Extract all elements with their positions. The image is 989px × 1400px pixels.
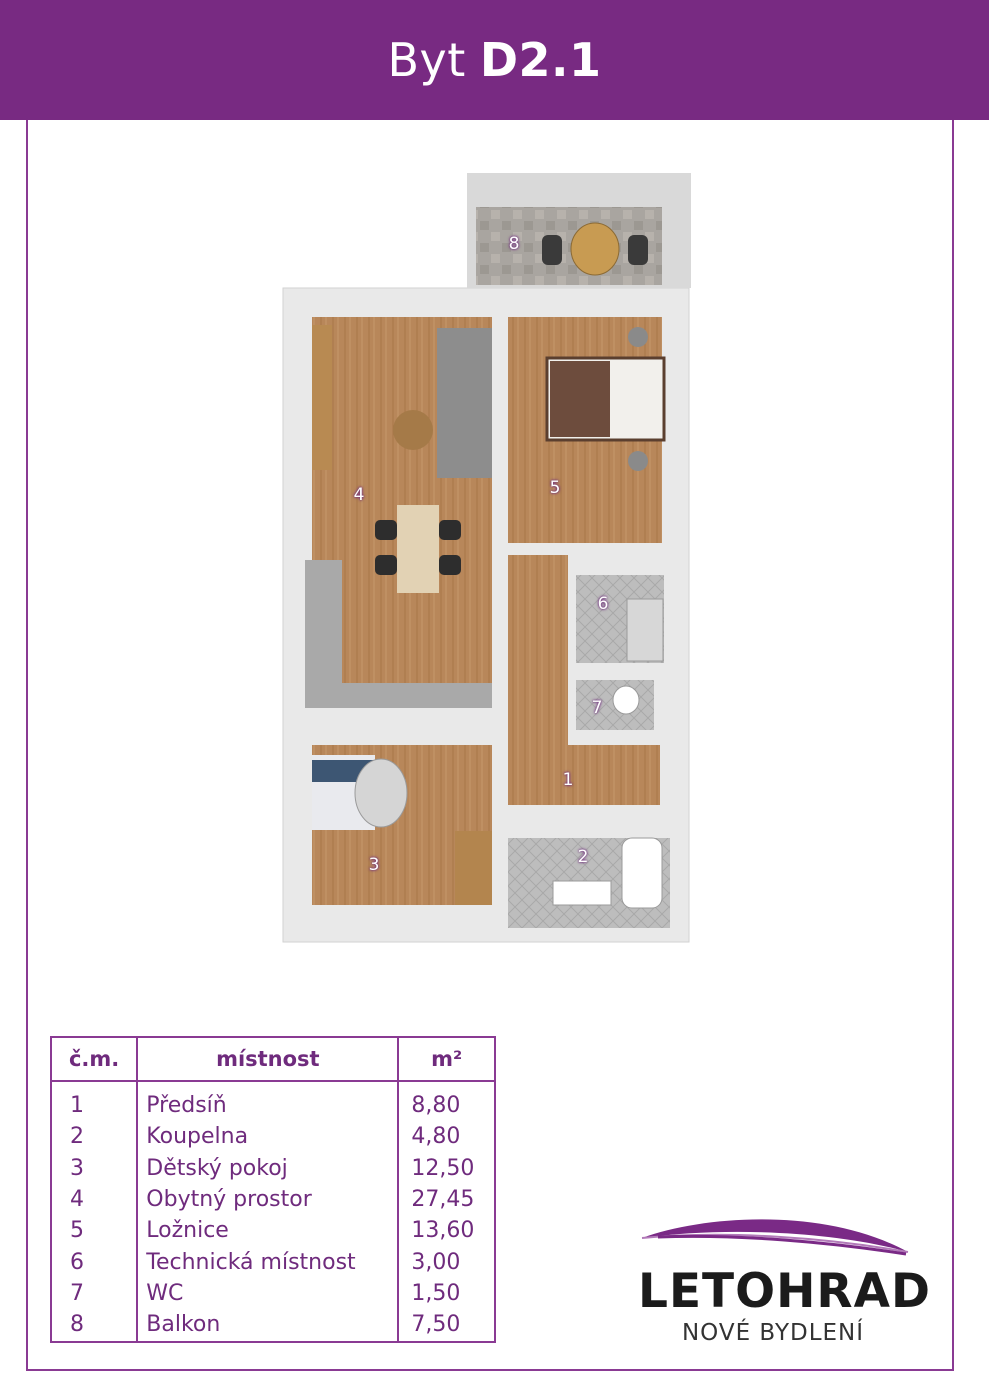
room-name-cell: Technická místnost [137, 1247, 398, 1278]
room-area-cell: 8,80 [398, 1081, 495, 1122]
room-name-cell: Ložnice [137, 1216, 398, 1247]
washing-machine [627, 599, 663, 661]
room-name-cell: WC [137, 1278, 398, 1309]
room-area-cell: 1,50 [398, 1278, 495, 1309]
room-number-cell: 3 [51, 1153, 137, 1184]
dining-chair [439, 555, 461, 575]
tv-cabinet [312, 325, 332, 470]
table-row [51, 1184, 495, 1215]
room-number-1: 1 [562, 770, 574, 790]
logo-swoosh-icon [638, 1212, 918, 1272]
table-row [51, 1247, 495, 1278]
room-number-cell: 2 [51, 1122, 137, 1153]
column-header-room: místnost [137, 1037, 398, 1081]
dining-chair [375, 520, 397, 540]
logo-tagline: NOVÉ BYDLENÍ [681, 1320, 865, 1346]
room-area-cell: 3,00 [398, 1247, 495, 1278]
floor-plan-drawing [270, 165, 700, 955]
room-number-cell: 1 [51, 1081, 137, 1122]
room-name-cell: Dětský pokoj [137, 1153, 398, 1184]
page-header [0, 0, 989, 120]
logo-brand-name: LETOHRAD [638, 1264, 931, 1319]
table-row [51, 1081, 495, 1122]
room-name-cell: Obytný prostor [137, 1184, 398, 1215]
dining-chair [439, 520, 461, 540]
table-row [51, 1153, 495, 1184]
balcony-chair [542, 235, 562, 265]
header-prefix: Byt [387, 33, 466, 87]
sofa [437, 328, 492, 478]
room-number-cell: 7 [51, 1278, 137, 1309]
double-sink [553, 881, 611, 905]
dining-table [397, 505, 439, 593]
room-number-6: 6 [597, 594, 609, 614]
room-number-3: 3 [368, 855, 380, 875]
room-area-cell: 13,60 [398, 1216, 495, 1247]
room-area-table [50, 1036, 496, 1343]
room-name-cell: Balkon [137, 1310, 398, 1342]
room-number-4: 4 [353, 485, 365, 505]
balcony-chair [628, 235, 648, 265]
letohrad-logo [638, 1212, 931, 1352]
room-area-cell: 4,80 [398, 1122, 495, 1153]
nightstand-lamp [628, 327, 648, 347]
room-area-cell: 27,45 [398, 1184, 495, 1215]
dining-chair [375, 555, 397, 575]
table-row [51, 1122, 495, 1153]
coffee-table [393, 410, 433, 450]
column-header-area: m² [398, 1037, 495, 1081]
room-area-cell: 12,50 [398, 1153, 495, 1184]
room-number-cell: 6 [51, 1247, 137, 1278]
desk [455, 831, 492, 905]
room-number-7: 7 [591, 698, 603, 718]
apartment-code: D2.1 [479, 33, 602, 87]
balcony-table [571, 223, 619, 275]
table-row [51, 1310, 495, 1342]
room-number-cell: 4 [51, 1184, 137, 1215]
round-rug [355, 759, 407, 827]
bed-blanket [550, 361, 610, 437]
room-number-2: 2 [577, 847, 589, 867]
column-header-number: č.m. [51, 1037, 137, 1081]
room-number-cell: 8 [51, 1310, 137, 1342]
hallway-floor-lower [508, 745, 660, 805]
room-name-cell: Předsíň [137, 1081, 398, 1122]
floor-plan [270, 165, 700, 955]
room-name-cell: Koupelna [137, 1122, 398, 1153]
room-number-5: 5 [549, 478, 561, 498]
room-number-cell: 5 [51, 1216, 137, 1247]
bathtub [622, 838, 662, 908]
table-row [51, 1278, 495, 1309]
room-number-8: 8 [508, 234, 520, 254]
nightstand-lamp [628, 451, 648, 471]
toilet [613, 686, 639, 714]
table-header-row [51, 1037, 495, 1081]
room-area-cell: 7,50 [398, 1310, 495, 1342]
table-row [51, 1216, 495, 1247]
